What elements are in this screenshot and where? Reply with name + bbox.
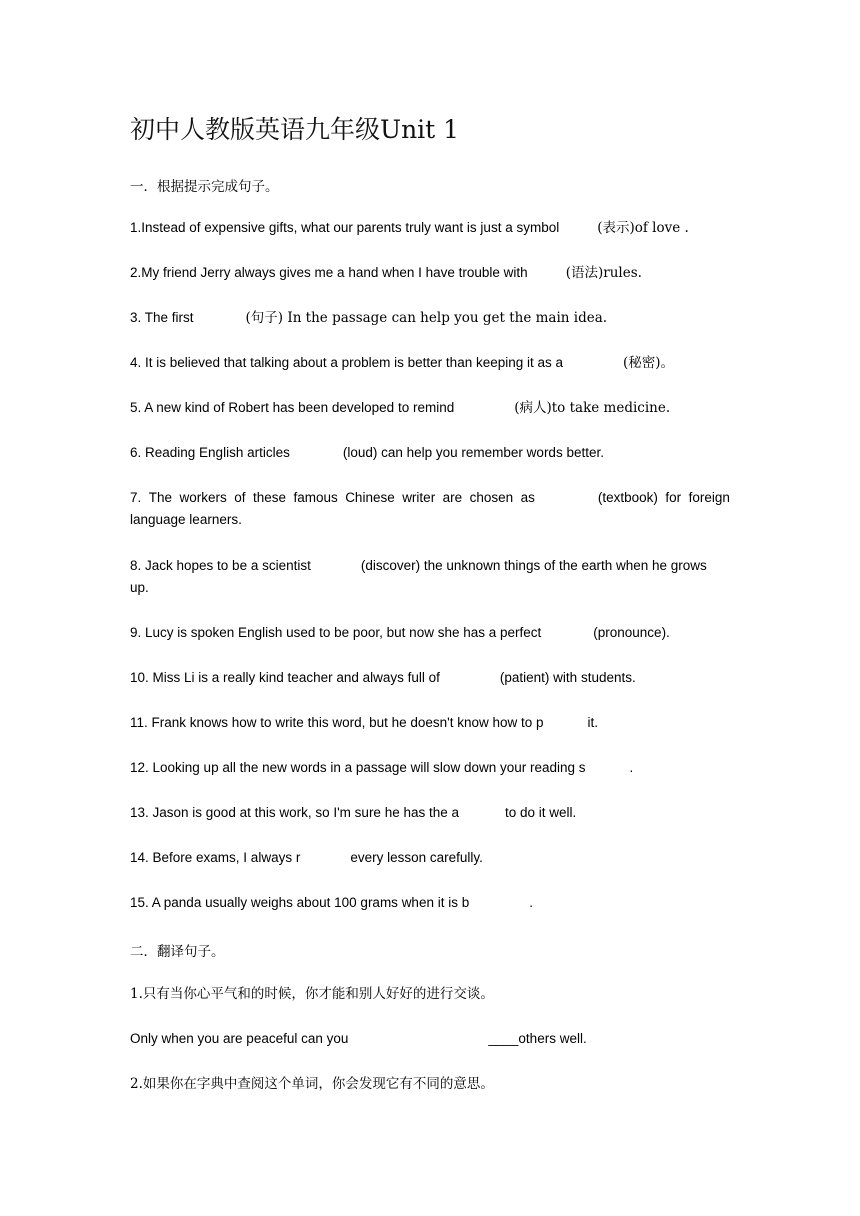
question-1 bbox=[130, 217, 689, 239]
translation-2-chinese: 2.如果你在字典中查阅这个单词，你会发现它有不同的意思。 bbox=[130, 1076, 494, 1092]
question-hint: (秘密)。 bbox=[623, 355, 675, 371]
translation-1-chinese: 1.只有当你心平气和的时候，你才能和别人好好的进行交谈。 bbox=[130, 986, 494, 1002]
question-text: 15. A panda usually weighs about 100 grams when it is b bbox=[130, 895, 470, 910]
question-7 bbox=[130, 487, 730, 531]
section-1-heading: 一．根据提示完成句子。 bbox=[130, 179, 279, 195]
question-hint: to do it well. bbox=[505, 805, 577, 820]
question-9 bbox=[130, 622, 670, 644]
question-13 bbox=[130, 802, 576, 824]
question-text: 9. Lucy is spoken English used to be poor, but now she has a perfect bbox=[130, 625, 542, 640]
question-3 bbox=[130, 307, 607, 329]
question-hint: . bbox=[629, 760, 634, 775]
question-8-line-2: up. bbox=[130, 580, 149, 595]
question-text: 10. Miss Li is a really kind teacher and always full of bbox=[130, 670, 440, 685]
question-answer-blank: ____others well. bbox=[488, 1031, 587, 1046]
question-hint: (pronounce). bbox=[593, 625, 670, 640]
document-title: 初中人教版英语九年级Unit 1 bbox=[130, 115, 460, 144]
question-text: 2.My friend Jerry always gives me a hand when I have trouble with bbox=[130, 265, 528, 280]
question-text: 3. The first bbox=[130, 310, 194, 325]
question-2 bbox=[130, 262, 642, 284]
question-text: 11. Frank knows how to write this word, but he doesn't know how to p bbox=[130, 715, 544, 730]
question-text: 8. Jack hopes to be a scientist bbox=[130, 558, 311, 573]
question-10 bbox=[130, 667, 636, 689]
question-text: 6. Reading English articles bbox=[130, 445, 290, 460]
question-text: 14. Before exams, I always r bbox=[130, 850, 301, 865]
question-text: 4. It is believed that talking about a problem is better than keeping it as a bbox=[130, 355, 564, 370]
question-text: 12. Looking up all the new words in a passage will slow down your reading s bbox=[130, 760, 586, 775]
question-text: 1.Instead of expensive gifts, what our parents truly want is just a symbol bbox=[130, 220, 560, 235]
question-hint: (patient) with students. bbox=[499, 670, 636, 685]
question-hint: (句子) In the passage can help you get the main idea. bbox=[245, 310, 608, 326]
translation-1-english bbox=[130, 1028, 587, 1050]
question-hint: (discover) the unknown things of the earth when he grows bbox=[360, 558, 707, 573]
question-8 bbox=[130, 555, 730, 599]
question-7-line-2: language learners. bbox=[130, 512, 242, 527]
question-text: 13. Jason is good at this work, so I'm sure he has the a bbox=[130, 805, 460, 820]
question-text: 5. A new kind of Robert has been developed to remind bbox=[130, 400, 455, 415]
question-hint: (病人)to take medicine. bbox=[514, 400, 671, 416]
question-15 bbox=[130, 892, 533, 914]
question-hint: (语法)rules. bbox=[565, 265, 642, 281]
question-hint: . bbox=[529, 895, 533, 910]
question-hint: (loud) can help you remember words better. bbox=[342, 445, 604, 460]
question-4 bbox=[130, 352, 674, 374]
question-hint: (表示)of love . bbox=[597, 220, 689, 236]
question-text: Only when you are peaceful can you bbox=[130, 1031, 349, 1046]
question-12 bbox=[130, 757, 633, 779]
question-5 bbox=[130, 397, 670, 419]
question-hint: it. bbox=[587, 715, 599, 730]
question-6 bbox=[130, 442, 604, 464]
question-14 bbox=[130, 847, 483, 869]
section-2-heading: 二．翻译句子。 bbox=[130, 944, 225, 960]
question-7-line-1: 7. The workers of these famous Chinese writer are chosen as (textbook) for foreign bbox=[130, 490, 730, 505]
question-hint: every lesson carefully. bbox=[350, 850, 483, 865]
question-11 bbox=[130, 712, 598, 734]
